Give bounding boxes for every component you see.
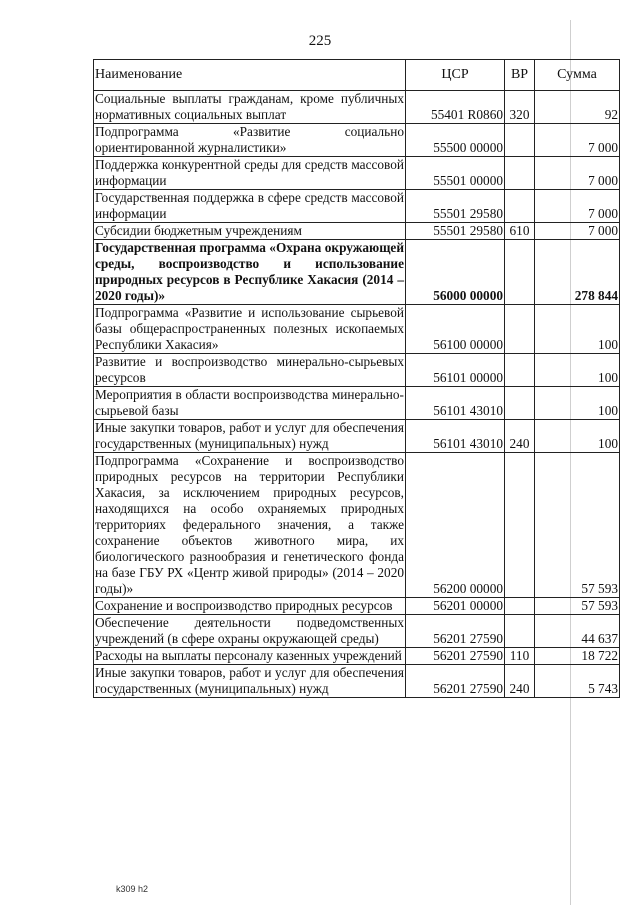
row-csr-cell: 56100 00000 — [406, 305, 505, 354]
header-csr: ЦСР — [406, 60, 505, 91]
row-name-cell: Развитие и воспроизводство минерально-сырьевых ресурсов — [95, 354, 404, 385]
row-sum-cell: 100 — [535, 354, 620, 387]
row-sum-cell: 7 000 — [535, 223, 620, 240]
row-vr-cell: 320 — [505, 91, 535, 124]
row-name-cell: Подпрограмма «Развитие социально ориентированной журналистики» — [95, 124, 404, 155]
row-vr-cell — [505, 190, 535, 223]
row-csr-cell: 55501 29580 — [406, 223, 505, 240]
row-name-cell: Государственная поддержка в сфере средств массовой информации — [95, 190, 404, 221]
table-header-row — [94, 60, 620, 91]
table-row — [94, 240, 620, 305]
row-name-cell: Иные закупки товаров, работ и услуг для обеспечения государственных (муниципальных) нужд — [95, 420, 404, 451]
row-vr-cell — [505, 453, 535, 598]
header-name: Наименование — [94, 60, 406, 91]
row-sum-cell: 57 593 — [535, 453, 620, 598]
table-row — [94, 223, 620, 240]
row-vr-cell — [505, 615, 535, 648]
row-sum-cell: 57 593 — [535, 598, 620, 615]
row-sum-cell: 18 722 — [535, 648, 620, 665]
table-body — [94, 91, 620, 698]
row-vr-cell — [505, 240, 535, 305]
table-row — [94, 648, 620, 665]
row-vr-cell — [505, 387, 535, 420]
row-name-cell: Расходы на выплаты персоналу казенных учреждений — [94, 648, 406, 665]
row-name-cell: Поддержка конкурентной среды для средств массовой информации — [95, 157, 404, 188]
row-vr-cell — [505, 124, 535, 157]
row-vr-cell — [505, 305, 535, 354]
row-vr-cell: 240 — [505, 665, 535, 698]
row-vr-cell — [505, 157, 535, 190]
table-row — [94, 157, 620, 190]
row-sum-cell: 100 — [535, 387, 620, 420]
row-name-cell: Мероприятия в области воспроизводства минерально-сырьевой базы — [95, 387, 404, 418]
row-name-cell: Подпрограмма «Развитие и использование сырьевой базы общераспространенных полезных ископаемых Республики Хакасия» — [95, 305, 404, 352]
table-row — [94, 453, 620, 598]
table-row — [94, 665, 620, 698]
row-sum-cell: 7 000 — [535, 190, 620, 223]
row-csr-cell: 55401 R0860 — [406, 91, 505, 124]
table-row — [94, 598, 620, 615]
row-csr-cell: 56101 00000 — [406, 354, 505, 387]
row-name-cell: Иные закупки товаров, работ и услуг для обеспечения государственных (муниципальных) нужд — [95, 665, 404, 696]
row-csr-cell: 56200 00000 — [406, 453, 505, 598]
row-sum-cell: 92 — [535, 91, 620, 124]
row-vr-cell: 110 — [505, 648, 535, 665]
table-row — [94, 420, 620, 453]
row-name-cell: Сохранение и воспроизводство природных ресурсов — [94, 598, 406, 615]
row-csr-cell: 56101 43010 — [406, 387, 505, 420]
row-name-cell: Социальные выплаты гражданам, кроме публичных нормативных социальных выплат — [95, 91, 404, 122]
row-csr-cell: 55501 00000 — [406, 157, 505, 190]
row-csr-cell: 55500 00000 — [406, 124, 505, 157]
table-row — [94, 124, 620, 157]
row-csr-cell: 56201 27590 — [406, 665, 505, 698]
row-sum-cell: 44 637 — [535, 615, 620, 648]
budget-table — [93, 59, 620, 698]
table-row — [94, 615, 620, 648]
header-sum: Сумма — [535, 60, 620, 91]
row-name-cell: Субсидии бюджетным учреждениям — [94, 223, 406, 240]
row-vr-cell — [505, 598, 535, 615]
row-sum-cell: 100 — [535, 305, 620, 354]
row-sum-cell: 100 — [535, 420, 620, 453]
row-vr-cell — [505, 354, 535, 387]
row-sum-cell: 5 743 — [535, 665, 620, 698]
table-row — [94, 305, 620, 354]
table-row — [94, 387, 620, 420]
row-name-cell: Государственная программа «Охрана окружающей среды, воспроизводство и использование природных ресурсов в Республике Хакасия (2014 – 2020 годы)» — [95, 240, 404, 303]
row-csr-cell: 56201 27590 — [406, 648, 505, 665]
row-csr-cell: 56201 27590 — [406, 615, 505, 648]
table-row — [94, 354, 620, 387]
row-sum-cell: 7 000 — [535, 124, 620, 157]
row-vr-cell: 240 — [505, 420, 535, 453]
footer-code: k309 h2 — [116, 884, 149, 894]
row-sum-cell: 278 844 — [535, 240, 620, 305]
row-sum-cell: 7 000 — [535, 157, 620, 190]
row-csr-cell: 56000 00000 — [406, 240, 505, 305]
header-vr: ВР — [505, 60, 535, 91]
row-csr-cell: 55501 29580 — [406, 190, 505, 223]
row-name-cell: Обеспечение деятельности подведомственных учреждений (в сфере охраны окружающей среды) — [95, 615, 404, 646]
row-csr-cell: 56101 43010 — [406, 420, 505, 453]
page-number: 225 — [308, 33, 332, 49]
table-row — [94, 190, 620, 223]
row-vr-cell: 610 — [505, 223, 535, 240]
row-csr-cell: 56201 00000 — [406, 598, 505, 615]
row-name-cell: Подпрограмма «Сохранение и воспроизводство природных ресурсов на территории Республики Хакасия, за исключением природных ресурсов, находящихся на особо охраняемых природных территориях федерального значения, а также сохранение объектов животного мира, их биологического разнообразия и генетического фонда на базе ГБУ РХ «Центр живой природы» (2014 – 2020 годы)» — [95, 453, 404, 596]
table-row — [94, 91, 620, 124]
